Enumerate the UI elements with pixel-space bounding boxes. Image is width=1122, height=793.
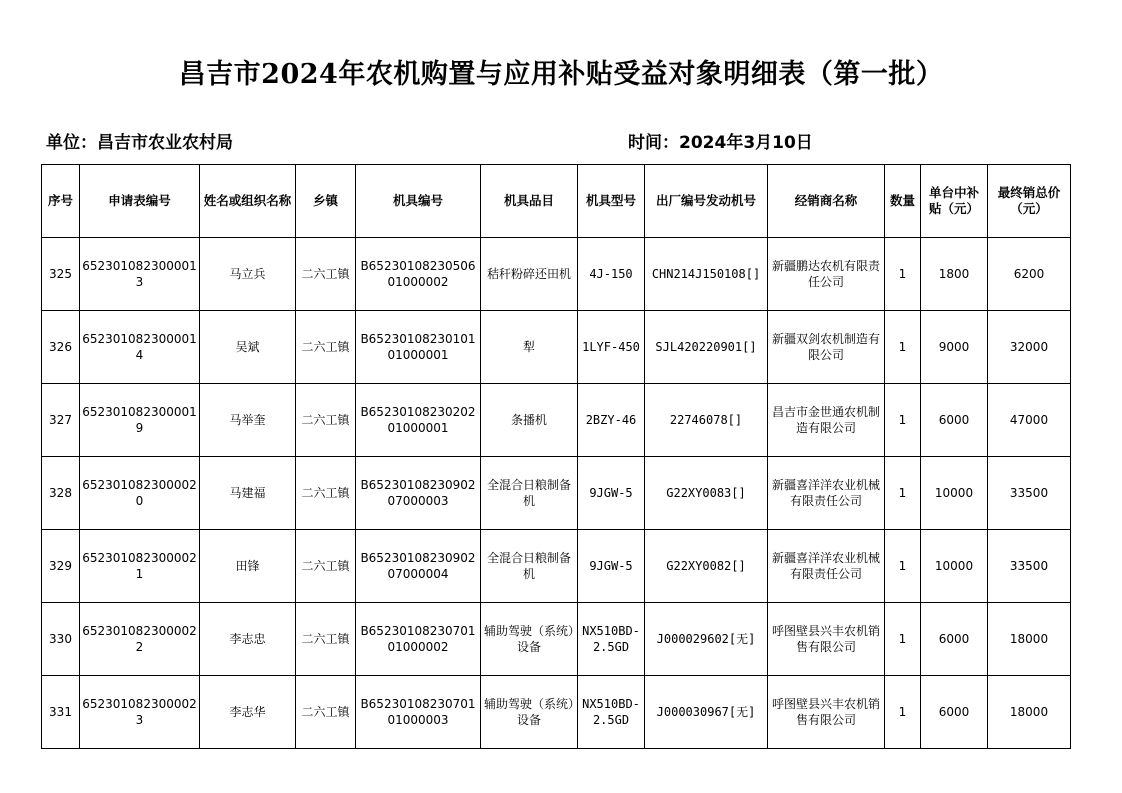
cell-seq: 331 [42, 676, 80, 749]
cell-qty: 1 [885, 384, 921, 457]
col-header-seq: 序号 [42, 165, 80, 238]
table-row [42, 384, 1071, 457]
cell-machine-no: B6523010823090207000003 [356, 457, 481, 530]
cell-subsidy: 6000 [921, 384, 988, 457]
cell-qty: 1 [885, 603, 921, 676]
cell-qty: 1 [885, 238, 921, 311]
cell-model: NX510BD-2.5GD [578, 603, 645, 676]
cell-category: 辅助驾驶（系统）设备 [481, 676, 578, 749]
cell-category: 秸秆粉碎还田机 [481, 238, 578, 311]
cell-model: 2BZY-46 [578, 384, 645, 457]
cell-model: 9JGW-5 [578, 530, 645, 603]
cell-subsidy: 9000 [921, 311, 988, 384]
cell-subsidy: 10000 [921, 457, 988, 530]
cell-price: 18000 [988, 603, 1071, 676]
cell-serial: J000030967[无] [645, 676, 768, 749]
cell-qty: 1 [885, 457, 921, 530]
cell-app-no: 6523010823000021 [80, 530, 200, 603]
cell-app-no: 6523010823000022 [80, 603, 200, 676]
cell-price: 32000 [988, 311, 1071, 384]
subsidy-table [41, 164, 1071, 749]
cell-name: 田锋 [200, 530, 296, 603]
col-header-name: 姓名或组织名称 [200, 165, 296, 238]
cell-seq: 326 [42, 311, 80, 384]
cell-name: 马举奎 [200, 384, 296, 457]
cell-app-no: 6523010823000023 [80, 676, 200, 749]
unit-label: 单位：昌吉市农业农村局 [46, 133, 233, 153]
cell-dealer: 新疆喜洋洋农业机械有限责任公司 [768, 530, 885, 603]
cell-app-no: 6523010823000020 [80, 457, 200, 530]
cell-qty: 1 [885, 530, 921, 603]
cell-town: 二六工镇 [296, 311, 356, 384]
table-row [42, 311, 1071, 384]
cell-dealer: 呼图壁县兴丰农机销售有限公司 [768, 676, 885, 749]
cell-serial: G22XY0082[] [645, 530, 768, 603]
cell-category: 辅助驾驶（系统）设备 [481, 603, 578, 676]
cell-town: 二六工镇 [296, 384, 356, 457]
cell-seq: 325 [42, 238, 80, 311]
cell-price: 47000 [988, 384, 1071, 457]
cell-model: 9JGW-5 [578, 457, 645, 530]
cell-machine-no: B6523010823020201000001 [356, 384, 481, 457]
table-header-row [42, 165, 1071, 238]
cell-app-no: 6523010823000014 [80, 311, 200, 384]
col-header-subsidy: 单台中补贴（元） [921, 165, 988, 238]
cell-seq: 330 [42, 603, 80, 676]
cell-price: 18000 [988, 676, 1071, 749]
cell-app-no: 6523010823000013 [80, 238, 200, 311]
cell-model: 4J-150 [578, 238, 645, 311]
col-header-town: 乡镇 [296, 165, 356, 238]
cell-model: 1LYF-450 [578, 311, 645, 384]
cell-serial: G22XY0083[] [645, 457, 768, 530]
cell-category: 犁 [481, 311, 578, 384]
cell-subsidy: 1800 [921, 238, 988, 311]
cell-dealer: 新疆双剑农机制造有限公司 [768, 311, 885, 384]
table-row [42, 530, 1071, 603]
page-title: 昌吉市2024年农机购置与应用补贴受益对象明细表（第一批） [178, 59, 944, 90]
cell-name: 李志华 [200, 676, 296, 749]
col-header-model: 机具型号 [578, 165, 645, 238]
cell-serial: CHN214J150108[] [645, 238, 768, 311]
cell-subsidy: 6000 [921, 603, 988, 676]
cell-dealer: 呼图壁县兴丰农机销售有限公司 [768, 603, 885, 676]
cell-town: 二六工镇 [296, 676, 356, 749]
cell-seq: 328 [42, 457, 80, 530]
cell-name: 李志忠 [200, 603, 296, 676]
date-label: 时间：2024年3月10日 [628, 133, 813, 153]
cell-serial: SJL420220901[] [645, 311, 768, 384]
table-row [42, 457, 1071, 530]
cell-serial: 22746078[] [645, 384, 768, 457]
cell-machine-no: B6523010823070101000002 [356, 603, 481, 676]
cell-machine-no: B6523010823050601000002 [356, 238, 481, 311]
cell-category: 全混合日粮制备机 [481, 530, 578, 603]
cell-model: NX510BD-2.5GD [578, 676, 645, 749]
cell-name: 马建福 [200, 457, 296, 530]
cell-subsidy: 10000 [921, 530, 988, 603]
cell-machine-no: B6523010823070101000003 [356, 676, 481, 749]
table-row [42, 603, 1071, 676]
cell-category: 全混合日粮制备机 [481, 457, 578, 530]
cell-seq: 327 [42, 384, 80, 457]
cell-machine-no: B6523010823090207000004 [356, 530, 481, 603]
cell-dealer: 昌吉市金世通农机制造有限公司 [768, 384, 885, 457]
cell-app-no: 6523010823000019 [80, 384, 200, 457]
cell-name: 马立兵 [200, 238, 296, 311]
cell-town: 二六工镇 [296, 238, 356, 311]
cell-town: 二六工镇 [296, 530, 356, 603]
cell-town: 二六工镇 [296, 603, 356, 676]
cell-dealer: 新疆喜洋洋农业机械有限责任公司 [768, 457, 885, 530]
cell-qty: 1 [885, 676, 921, 749]
col-header-qty: 数量 [885, 165, 921, 238]
cell-machine-no: B6523010823010101000001 [356, 311, 481, 384]
cell-category: 条播机 [481, 384, 578, 457]
cell-qty: 1 [885, 311, 921, 384]
cell-price: 6200 [988, 238, 1071, 311]
table-row [42, 238, 1071, 311]
cell-price: 33500 [988, 457, 1071, 530]
col-header-serial: 出厂编号发动机号 [645, 165, 768, 238]
col-header-app-no: 申请表编号 [80, 165, 200, 238]
cell-subsidy: 6000 [921, 676, 988, 749]
cell-price: 33500 [988, 530, 1071, 603]
cell-name: 吴斌 [200, 311, 296, 384]
col-header-dealer: 经销商名称 [768, 165, 885, 238]
cell-town: 二六工镇 [296, 457, 356, 530]
cell-serial: J000029602[无] [645, 603, 768, 676]
col-header-price: 最终销总价（元） [988, 165, 1071, 238]
col-header-category: 机具品目 [481, 165, 578, 238]
col-header-machine-no: 机具编号 [356, 165, 481, 238]
table-row [42, 676, 1071, 749]
cell-seq: 329 [42, 530, 80, 603]
cell-dealer: 新疆鹏达农机有限责任公司 [768, 238, 885, 311]
